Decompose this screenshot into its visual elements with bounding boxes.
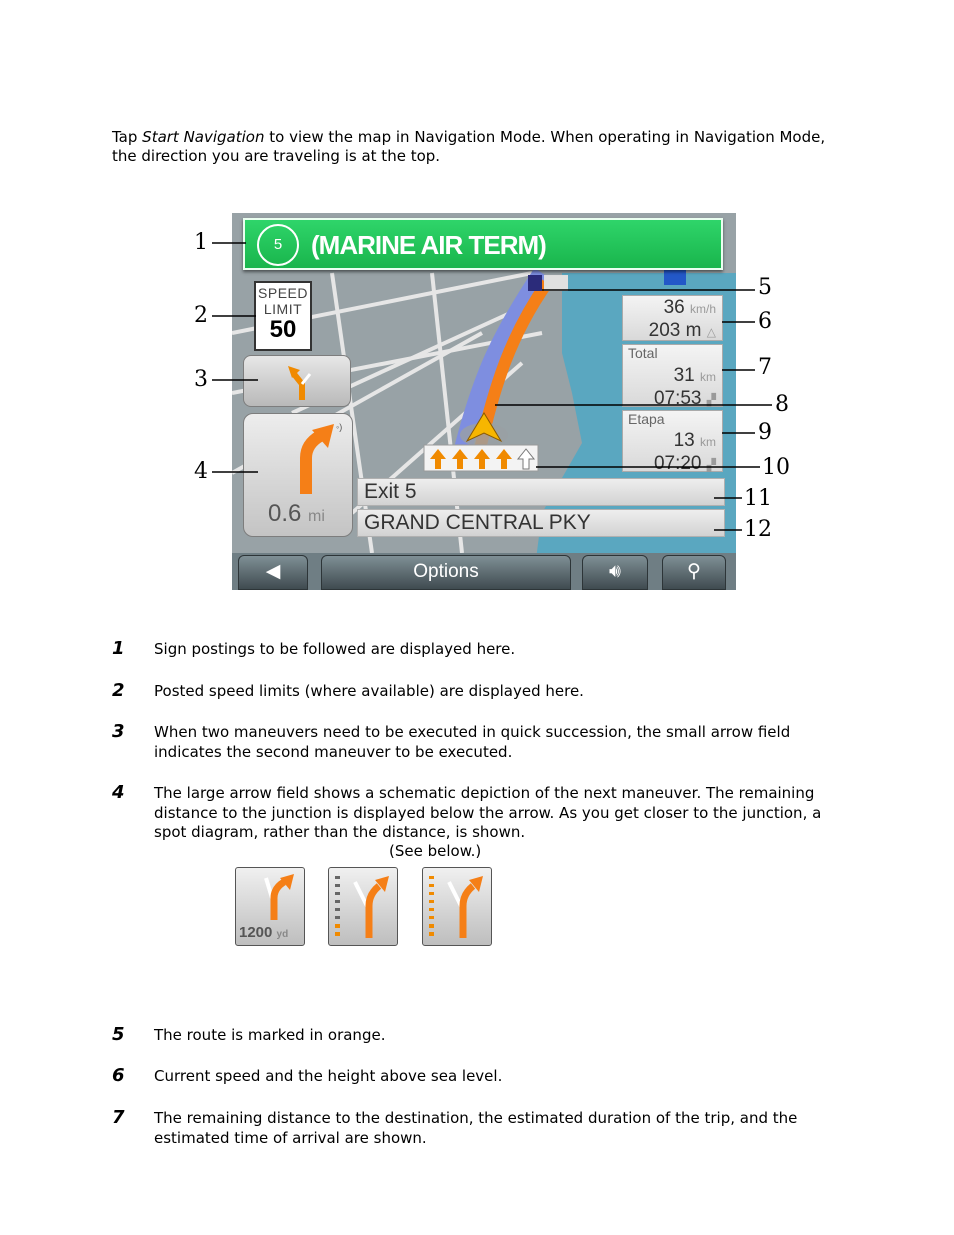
maneuver-distance-unit: mi: [308, 508, 325, 525]
legend-number: 6: [112, 1065, 125, 1086]
arrow-thumbnail-spots-many: [422, 867, 492, 946]
callout-1: 1: [194, 230, 208, 255]
speaker-icon: 🔊︎: [609, 561, 621, 582]
callout-4: 4: [194, 459, 208, 484]
svg-text:◦): ◦): [336, 422, 343, 432]
arrow-thumbnail-distance: [235, 867, 305, 946]
spot-diagram-icon: [329, 868, 397, 945]
speed-limit-line2: LIMIT: [263, 301, 303, 317]
current-speed: 36: [663, 297, 685, 318]
callout-8: 8: [775, 392, 789, 417]
legend-number: 1: [112, 638, 125, 659]
options-button[interactable]: Options: [321, 555, 571, 590]
legend-number: 3: [112, 721, 125, 742]
legend-text: The remaining distance to the destination, the estimated duration of the trip, and the estimated time of arrival are shown.: [154, 1109, 798, 1147]
legend-number: 4: [112, 782, 125, 803]
legend-number: 7: [112, 1107, 125, 1128]
stage-distance: 13: [673, 430, 695, 451]
legend-number: 2: [112, 680, 125, 701]
intro-text-post: to view the map in Navigation Mode. When operating in Navigation Mode, the direction you are traveling is at the top.: [112, 128, 826, 165]
mountain-icon: △: [706, 325, 716, 339]
total-distance-unit: km: [700, 370, 716, 384]
callout-7: 7: [758, 355, 772, 380]
callout-9: 9: [758, 420, 772, 445]
legend-text: Posted speed limits (where available) are displayed here.: [154, 682, 584, 700]
stage-time: 07:20: [653, 453, 702, 474]
callout-11: 11: [744, 486, 772, 511]
total-time: 07:53: [653, 388, 702, 409]
altitude: 203 m: [648, 320, 702, 341]
bear-right-arrow-icon: [236, 868, 304, 928]
callout-leaders: [0, 0, 954, 600]
stage-distance-unit: km: [700, 435, 716, 449]
callout-3: 3: [194, 367, 208, 392]
flag-icon: ▞: [706, 458, 716, 472]
legend-text: Sign postings to be followed are displayed here.: [154, 640, 516, 658]
callout-12: 12: [744, 517, 772, 542]
legend-text: When two maneuvers need to be executed in quick succession, the small arrow field indicates the second maneuver to be executed.: [154, 723, 791, 761]
legend-text: The route is marked in orange.: [154, 1026, 386, 1044]
arrow-thumbnail-spots-few: [328, 867, 398, 946]
legend-text: The large arrow field shows a schematic depiction of the next maneuver. The remaining distance to the junction is displayed below the arrow. As you get closer to the junction, a spot diagram, rather than the distance, is shown.: [154, 784, 822, 841]
legend-number: 5: [112, 1024, 125, 1045]
callout-6: 6: [758, 309, 772, 334]
route-number-badge: 5: [257, 224, 299, 266]
next-street-field: Exit 5: [357, 478, 725, 506]
legend-text: Current speed and the height above sea level.: [154, 1067, 503, 1085]
speed-limit-value: 50: [269, 316, 297, 343]
speed-unit: km/h: [689, 302, 716, 316]
thumb-distance-unit: yd: [276, 929, 289, 940]
callout-10: 10: [762, 455, 790, 480]
speed-limit-line1: SPEED: [258, 285, 308, 301]
spot-diagram-icon: [423, 868, 491, 945]
maneuver-distance-value: 0.6: [268, 500, 302, 527]
back-arrow-icon: ◀: [265, 561, 281, 582]
current-street-field: GRAND CENTRAL PKY: [357, 509, 725, 537]
stage-label: Etapa: [628, 411, 665, 427]
total-distance: 31: [673, 365, 695, 386]
total-label: Total: [628, 345, 658, 361]
search-icon: ⚲: [687, 561, 701, 582]
see-below-note: (See below.): [389, 842, 482, 860]
sign-posting-text: (MARINE AIR TERM): [311, 230, 546, 260]
callout-5: 5: [758, 275, 772, 300]
intro-text-pre: Tap: [112, 128, 143, 146]
flag-icon: ▞: [706, 393, 716, 407]
callout-2: 2: [194, 303, 208, 328]
thumb-distance-value: 1200: [239, 924, 273, 941]
intro-emphasis: Start Navigation: [142, 128, 265, 146]
